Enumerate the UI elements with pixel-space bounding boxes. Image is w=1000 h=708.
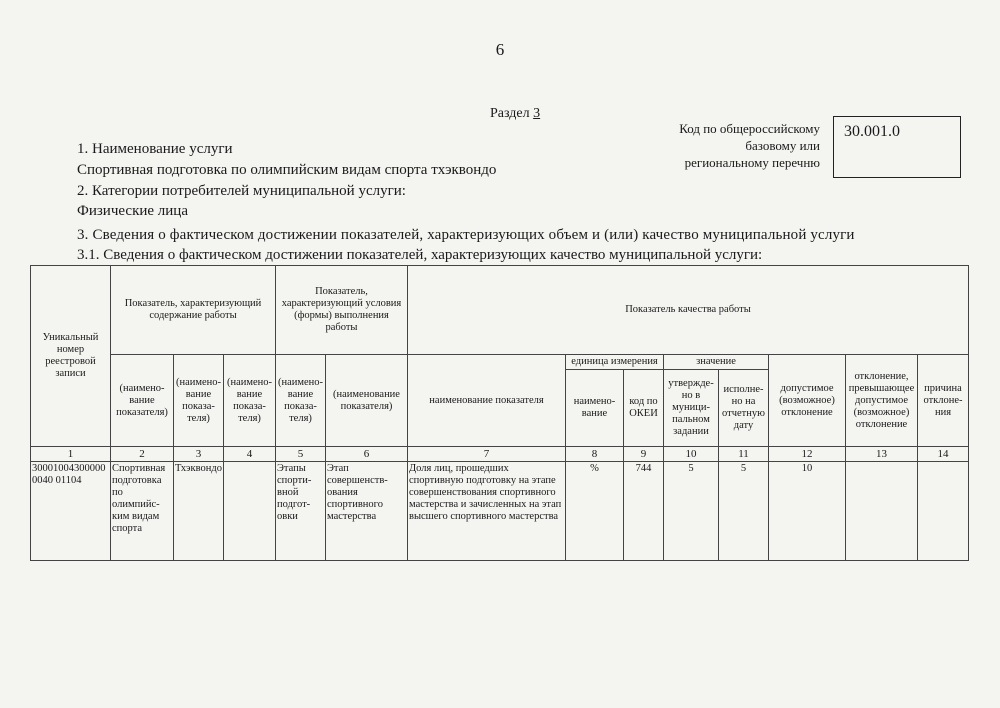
header-condition-name-1: (наименование показателя) bbox=[276, 355, 326, 447]
consumer-category: Физические лица bbox=[77, 203, 188, 219]
cell-unit: % bbox=[566, 462, 624, 561]
header-content-name-2: (наименование показателя) bbox=[174, 355, 224, 447]
code-label-line-2: базовому или bbox=[745, 138, 820, 153]
col-number: 1 bbox=[31, 447, 111, 462]
code-box bbox=[833, 116, 961, 178]
header-conditions: Показатель, характеризующий условия (формы) выполнения работы bbox=[276, 266, 408, 355]
col-number: 8 bbox=[566, 447, 624, 462]
service-name-heading: 1. Наименование услуги bbox=[77, 141, 233, 157]
cell-content-2: Тхэквондо bbox=[174, 462, 224, 561]
cell-deviation-reason bbox=[918, 462, 969, 561]
header-quality: Показатель качества работы bbox=[408, 266, 969, 355]
code-label-line-3: региональному перечню bbox=[684, 155, 820, 170]
col-number: 11 bbox=[719, 447, 769, 462]
header-content-name-1: (наименование показателя) bbox=[111, 355, 174, 447]
header-unit-name: наименование bbox=[566, 370, 624, 447]
header-unique-number: Уникальный номер реестровой записи bbox=[31, 266, 111, 447]
col-number: 13 bbox=[846, 447, 918, 462]
cell-indicator-name: Доля лиц, прошедших спортивную подготовку на этапе совершенствования спортивного мастерства и зачисленных на этап высшего спортивного мастерства bbox=[408, 462, 566, 561]
code-label-line-1: Код по общероссийскому bbox=[679, 121, 820, 136]
col-number: 9 bbox=[624, 447, 664, 462]
code-label bbox=[640, 120, 820, 171]
col-number: 4 bbox=[224, 447, 276, 462]
cell-excess-deviation bbox=[846, 462, 918, 561]
header-approved: утверждено в муниципальном задании bbox=[664, 370, 719, 447]
header-condition-name-2: (наименование показателя) bbox=[326, 355, 408, 447]
section-number: 3 bbox=[533, 106, 541, 121]
service-name: Спортивная подготовка по олимпийским видам спорта тхэквондо bbox=[77, 162, 497, 178]
code-value: 30.001.0 bbox=[844, 123, 900, 140]
header-content-name-3: (наименование показателя) bbox=[224, 355, 276, 447]
cell-unique-number: 300010043000000040 01104 bbox=[31, 462, 111, 561]
header-excess-deviation: отклонение, превышающее допустимое (возможное) отклонение bbox=[846, 355, 918, 447]
cell-condition-1: Этапы спортивной подготовки bbox=[276, 462, 326, 561]
col-number: 2 bbox=[111, 447, 174, 462]
header-indicator-name: наименование показателя bbox=[408, 355, 566, 447]
cell-okei: 744 bbox=[624, 462, 664, 561]
col-number: 12 bbox=[769, 447, 846, 462]
cell-executed: 5 bbox=[719, 462, 769, 561]
section-title bbox=[490, 106, 540, 122]
quality-indicators-heading: 3.1. Сведения о фактическом достижении показателей, характеризующих качество муниципальной услуги: bbox=[77, 247, 763, 263]
header-okei: код по ОКЕИ bbox=[624, 370, 664, 447]
col-number: 7 bbox=[408, 447, 566, 462]
cell-allowed-deviation: 10 bbox=[769, 462, 846, 561]
header-deviation-reason: причина отклонения bbox=[918, 355, 969, 447]
actual-indicators-heading: 3. Сведения о фактическом достижении показателей, характеризующих объем и (или) качество муниципальной услуги bbox=[77, 227, 855, 243]
header-unit: единица измерения bbox=[566, 355, 664, 370]
consumer-category-heading: 2. Категории потребителей муниципальной услуги: bbox=[77, 183, 406, 199]
section-prefix: Раздел bbox=[490, 106, 534, 121]
header-allowed-deviation: допустимое (возможное) отклонение bbox=[769, 355, 846, 447]
cell-content-3 bbox=[224, 462, 276, 561]
cell-condition-2: Этап совершенствования спортивного мастерства bbox=[326, 462, 408, 561]
header-content: Показатель, характеризующий содержание работы bbox=[111, 266, 276, 355]
col-number: 14 bbox=[918, 447, 969, 462]
page-number: 6 bbox=[495, 40, 505, 59]
col-number: 10 bbox=[664, 447, 719, 462]
col-number: 6 bbox=[326, 447, 408, 462]
col-number: 3 bbox=[174, 447, 224, 462]
header-executed: исполнено на отчетную дату bbox=[719, 370, 769, 447]
header-value: значение bbox=[664, 355, 769, 370]
col-number: 5 bbox=[276, 447, 326, 462]
cell-content-1: Спортивная подготовкa по олимпийским видам спорта bbox=[111, 462, 174, 561]
cell-approved: 5 bbox=[664, 462, 719, 561]
table-row bbox=[31, 462, 969, 561]
quality-indicators-table bbox=[30, 265, 969, 561]
